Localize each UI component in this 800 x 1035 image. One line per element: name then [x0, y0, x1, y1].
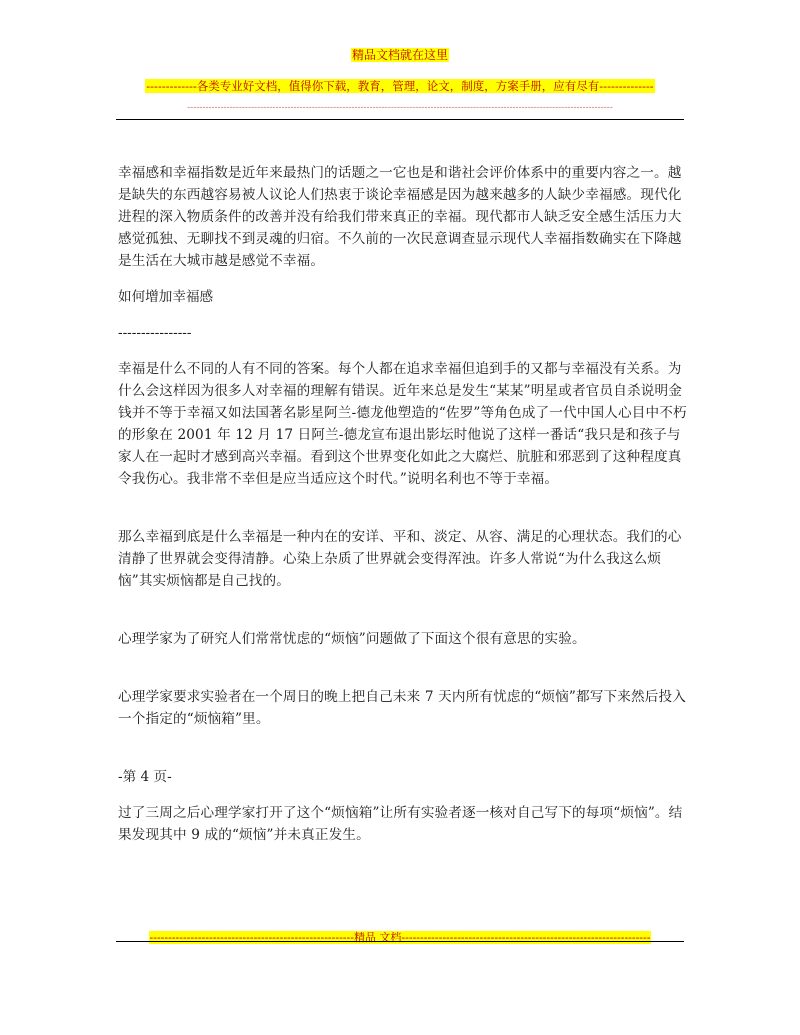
paragraph-experiment-intro: 心理学家为了研究人们常常忧虑的“烦恼”问题做了下面这个很有意思的实验。 — [118, 631, 586, 647]
header-dash-line: -------------------------------------------------------------------------------------------------------------------------------------------- — [187, 103, 613, 113]
paragraph-intro: 幸福感和幸福指数是近年来最热门的话题之一它也是和谐社会评价体系中的重要内容之一。越是缺失的东西越容易被人议论人们热衷于谈论幸福感是因为越来越多的人缺少幸福感。现代化进程的深入物质条件的改善并没有给我们带来真正的幸福。现代都市人缺乏安全感生活压力大感觉孤独、无聊找不到灵魂的归宿。不久前的一次民意调查显示现代人幸福指数确实在下降越是生活在大城市越是感觉不幸福。 — [118, 165, 682, 269]
paragraph-experiment-setup: 心理学家要求实验者在一个周日的晚上把自己未来 7 天内所有忧虑的“烦恼”都写下来然后投入一个指定的“烦恼箱”里。 — [118, 689, 686, 727]
document-body — [118, 162, 688, 846]
section-heading: 如何增加幸福感 — [118, 289, 214, 305]
footer-text: -------------------------------------------------------精品 文档------------------------------------------------------------------- — [149, 931, 651, 944]
header-title — [0, 44, 800, 63]
header-title-text: 精品文档就在这里 — [351, 48, 448, 62]
paragraph-definition: 幸福是什么不同的人有不同的答案。每个人都在追求幸福但追到手的又都与幸福没有关系。为什么会这样因为很多人对幸福的理解有错误。近年来总是发生“某某”明星或者官员自杀说明金钱并不等于幸福又如法国著名影星阿兰-德龙他塑造的“佐罗”等角色成了一代中国人心目中不朽的形象在 2001 年 12 月 17 日阿兰-德龙宣布退出影坛时他说了这样一番话“我只是和孩子与家人在一起时才感到高兴幸福。看到这个世界变化如此之大腐烂、肮脏和邪恶到了这种程度真令我伤心。我非常不幸但是应当适应这个时代。”说明名利也不等于幸福。 — [118, 361, 687, 487]
page-number: -第 4 页- — [118, 769, 172, 785]
section-separator: ---------------- — [118, 325, 192, 341]
footer-banner — [0, 926, 800, 945]
footer-rule — [116, 941, 684, 942]
paragraph-inner-state: 那么幸福到底是什么幸福是一种内在的安详、平和、淡定、从容、满足的心理状态。我们的心清静了世界就会变得清静。心染上杂质了世界就会变得浑浊。许多人常说“为什么我这么烦恼”其实烦恼都是自己找的。 — [118, 529, 682, 589]
header-rule — [116, 119, 684, 120]
header-tagline — [0, 75, 800, 94]
paragraph-experiment-result: 过了三周之后心理学家打开了这个“烦恼箱”让所有实验者逐一核对自己写下的每项“烦恼”。结果发现其中 9 成的“烦恼”并未真正发生。 — [118, 805, 683, 843]
header-tagline-text: -------------各类专业好文档，值得你下载，教育，管理，论文，制度，方案手册，应有尽有-------------- — [146, 79, 654, 93]
